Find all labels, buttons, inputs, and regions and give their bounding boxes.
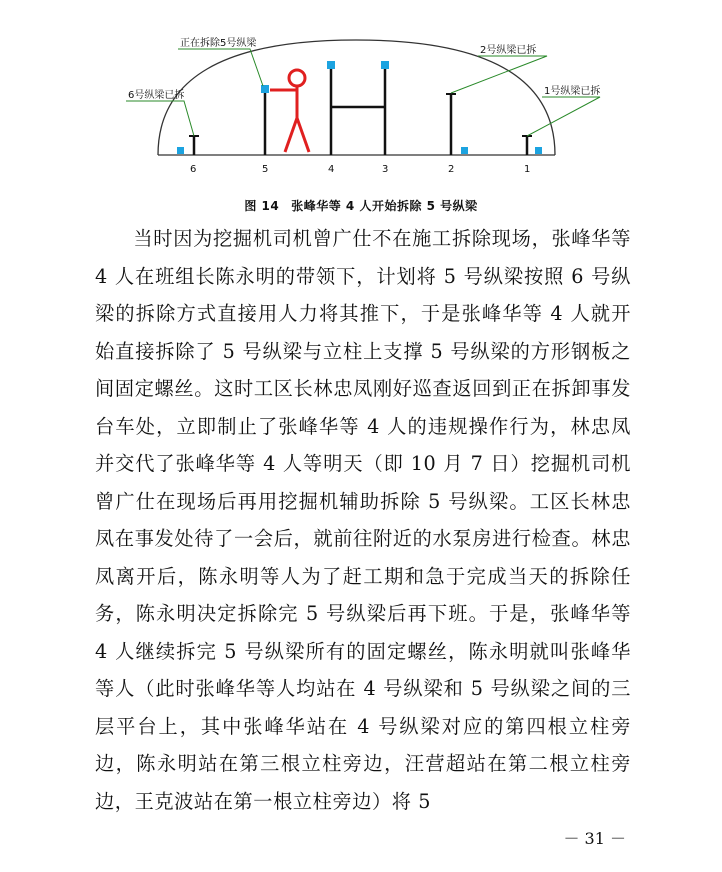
beam-6-marker xyxy=(177,147,184,154)
page-number: － 31 － xyxy=(563,829,626,848)
worker-figure xyxy=(270,70,309,152)
figure-number: 图 14 xyxy=(244,199,280,213)
column-label-4: 4 xyxy=(328,164,335,175)
annotation-removed-1: 1号纵梁已拆 xyxy=(544,86,601,97)
body-text xyxy=(95,220,631,820)
beam-2-marker xyxy=(461,147,468,154)
tunnel-arch xyxy=(158,40,555,155)
figure-caption-text: 张峰华等 4 人开始拆除 5 号纵梁 xyxy=(291,199,478,213)
body-paragraph: 当时因为挖掘机司机曾广仕不在施工拆除现场，张峰华等 4 人在班组长陈永明的带领下，计划将 5 号纵梁按照 6 号纵梁的拆除方式直接用人力将其推下，于是张峰华等 4 人就开始直接拆除了 5 号纵梁与立柱上支撑 5 号纵梁的方形钢板之间固定螺丝。这时工区长林忠凤刚好巡查返回到正在拆卸事发台车处，立即制止了张峰华等 4 人的违规操作行为，林忠凤并交代了张峰华等 4 人等明天（即 10 月 7 日）挖掘机司机曾广仕在现场后再用挖掘机辅助拆除 5 号纵梁。工区长林忠凤在事发处待了一会后，就前往附近的水泵房进行检查。林忠凤离开后，陈永明等人为了赶工期和急于完成当天的拆除任务，陈永明决定拆除完 5 号纵梁后再下班。于是，张峰华等 4 人继续拆完 5 号纵梁所有的固定螺丝，陈永明就叫张峰华等人（此时张峰华等人均站在 4 号纵梁和 5 号纵梁之间的三层平台上，其中张峰华站在 4 号纵梁对应的第四根立柱旁边，陈永明站在第三根立柱旁边，汪营超站在第二根立柱旁边，王克波站在第一根立柱旁边）将 5 xyxy=(95,227,631,813)
column-label-5: 5 xyxy=(262,164,269,175)
beam-4-marker xyxy=(327,61,335,69)
column-label-3: 3 xyxy=(382,164,389,175)
annotation-removed-6: 6号纵梁已拆 xyxy=(128,90,185,101)
tunnel-diagram xyxy=(0,0,722,190)
leader-removed-1 xyxy=(527,97,600,136)
leader-removed-2 xyxy=(451,56,547,93)
annotation-removed-2: 2号纵梁已拆 xyxy=(480,45,537,56)
figure-caption xyxy=(0,197,722,214)
beam-1-marker xyxy=(535,147,542,154)
column-label-2: 2 xyxy=(448,164,455,175)
annotation-removing-5: 正在拆除5号纵梁 xyxy=(180,38,257,49)
column-label-6: 6 xyxy=(190,164,197,175)
beam-5-marker xyxy=(261,85,269,93)
beam-3-marker xyxy=(381,61,389,69)
column-label-1: 1 xyxy=(524,164,531,175)
